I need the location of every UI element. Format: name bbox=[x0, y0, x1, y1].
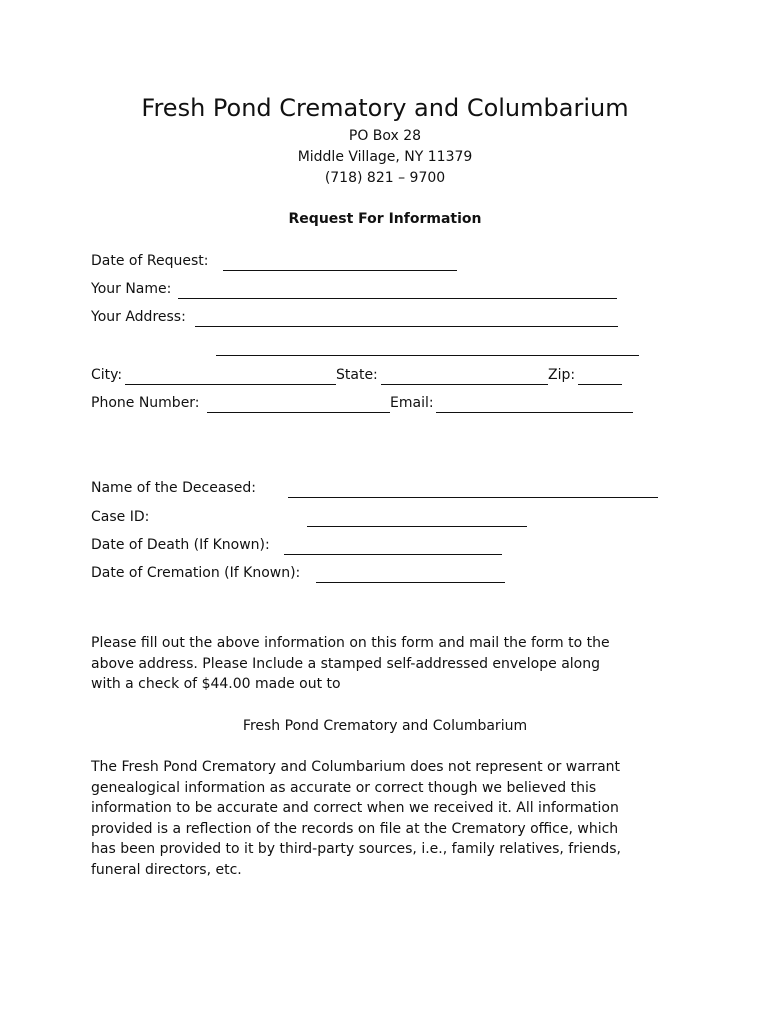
name-of-deceased-field[interactable] bbox=[288, 497, 658, 498]
your-address-field[interactable] bbox=[195, 326, 618, 327]
disclaimer-line-5: has been provided to it by third-party sources, i.e., family relatives, friends, bbox=[91, 841, 621, 858]
state-label: State: bbox=[336, 367, 378, 383]
date-of-request-row bbox=[91, 251, 691, 271]
name-of-deceased-row bbox=[91, 478, 691, 498]
city-field[interactable] bbox=[125, 384, 336, 385]
city-label: City: bbox=[91, 367, 123, 383]
zip-label: Zip: bbox=[548, 367, 576, 383]
email-label: Email: bbox=[390, 395, 434, 411]
address-line-2-field[interactable] bbox=[216, 355, 639, 356]
date-of-death-row bbox=[91, 535, 691, 555]
case-id-row bbox=[91, 507, 691, 527]
your-address-label: Your Address: bbox=[91, 309, 186, 325]
date-of-cremation-row bbox=[91, 563, 691, 583]
disclaimer-paragraph bbox=[91, 757, 691, 881]
instructions-line-3: with a check of $44.00 made out to bbox=[91, 676, 341, 693]
date-of-request-field[interactable] bbox=[223, 270, 457, 271]
form-title: Request For Information bbox=[288, 211, 482, 227]
instructions-line-2: above address. Please Include a stamped self-addressed envelope along bbox=[91, 655, 600, 672]
disclaimer-line-2: genealogical information as accurate or correct though we believed this bbox=[91, 779, 597, 796]
po-box: PO Box 28 bbox=[348, 128, 422, 144]
instructions-paragraph bbox=[91, 633, 691, 695]
date-of-death-field[interactable] bbox=[284, 554, 502, 555]
your-name-field[interactable] bbox=[178, 298, 617, 299]
date-of-cremation-label: Date of Cremation (If Known): bbox=[91, 565, 301, 581]
city-state-zip: Middle Village, NY 11379 bbox=[297, 149, 473, 165]
state-field[interactable] bbox=[381, 384, 548, 385]
your-name-row bbox=[91, 279, 691, 299]
phone-number-label: Phone Number: bbox=[91, 395, 200, 411]
disclaimer-line-6: funeral directors, etc. bbox=[91, 861, 242, 878]
date-of-cremation-field[interactable] bbox=[316, 582, 505, 583]
city-state-zip-row bbox=[91, 365, 691, 385]
phone-email-row bbox=[91, 393, 691, 413]
disclaimer-line-1: The Fresh Pond Crematory and Columbarium does not represent or warrant bbox=[91, 759, 621, 775]
case-id-field[interactable] bbox=[307, 526, 527, 527]
instructions-line-1: Please fill out the above information on this form and mail the form to the bbox=[91, 635, 610, 651]
your-name-label: Your Name: bbox=[91, 281, 172, 297]
date-of-request-label: Date of Request: bbox=[91, 253, 209, 269]
payee-name: Fresh Pond Crematory and Columbarium bbox=[242, 718, 528, 734]
name-of-deceased-label: Name of the Deceased: bbox=[91, 480, 256, 496]
phone-number-field[interactable] bbox=[207, 412, 390, 413]
date-of-death-label: Date of Death (If Known): bbox=[91, 537, 270, 553]
case-id-label: Case ID: bbox=[91, 509, 150, 525]
disclaimer-line-4: provided is a reflection of the records on file at the Crematory office, which bbox=[91, 820, 619, 837]
phone-number: (718) 821 – 9700 bbox=[324, 170, 446, 186]
your-address-row bbox=[91, 307, 691, 327]
page-title: Fresh Pond Crematory and Columbarium bbox=[141, 94, 629, 122]
disclaimer-line-3: information to be accurate and correct when we received it. All information bbox=[91, 800, 619, 817]
zip-field[interactable] bbox=[578, 384, 622, 385]
email-field[interactable] bbox=[436, 412, 633, 413]
